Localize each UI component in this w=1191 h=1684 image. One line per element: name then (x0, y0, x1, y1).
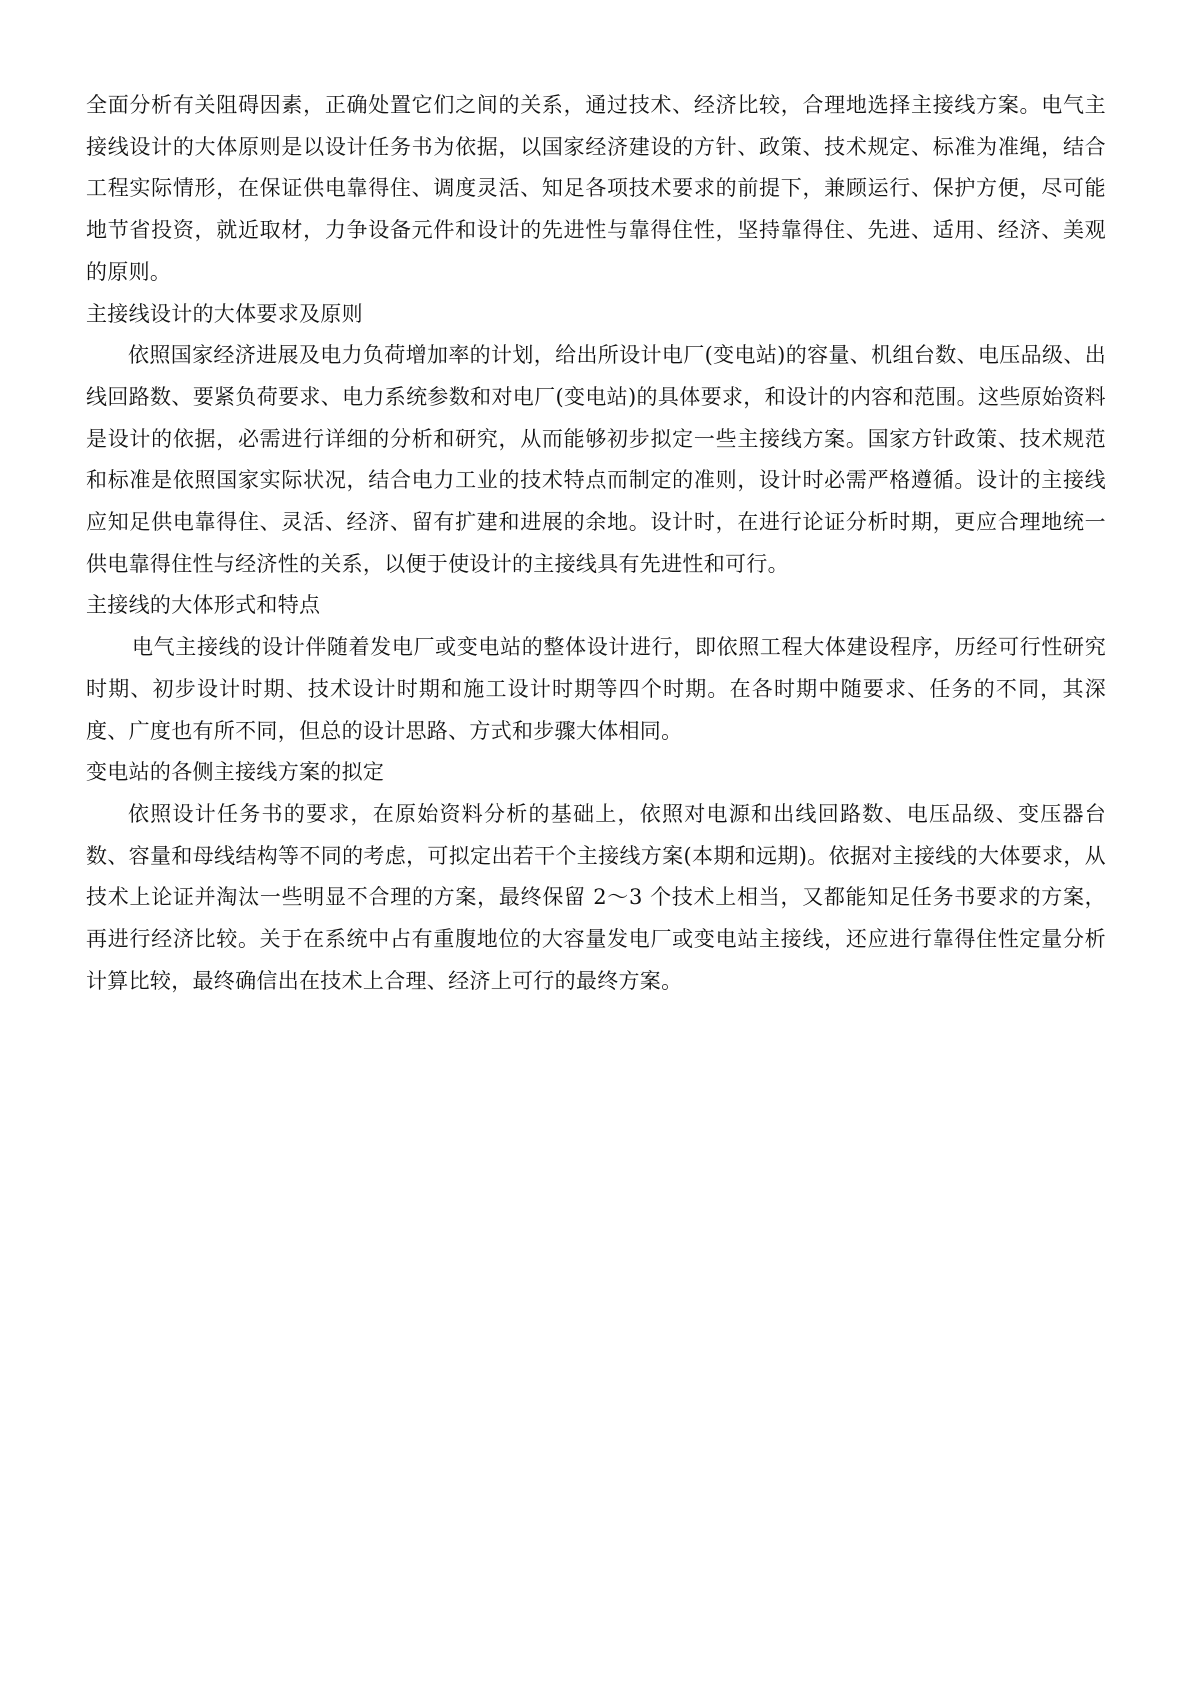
intro-paragraph: 全面分析有关阻碍因素，正确处置它们之间的关系，通过技术、经济比较，合理地选择主接线方案。电气主接线设计的大体原则是以设计任务书为依据，以国家经济建设的方针、政策、技术规定、标准为准绳，结合工程实际情形，在保证供电靠得住、调度灵活、知足各项技术要求的前提下，兼顾运行、保护方便，尽可能地节省投资，就近取材，力争设备元件和设计的先进性与靠得住性，坚持靠得住、先进、适用、经济、美观的原则。 (86, 93, 1106, 284)
section-body-forms: 电气主接线的设计伴随着发电厂或变电站的整体设计进行，即依照工程大体建设程序，历经可行性研究时期、初步设计时期、技术设计时期和施工设计时期等四个时期。在各时期中随要求、任务的不同，其深度、广度也有所不同，但总的设计思路、方式和步骤大体相同。 (86, 635, 1106, 743)
section-heading-requirements: 主接线设计的大体要求及原则 (86, 301, 363, 326)
section-heading-schemes: 变电站的各侧主接线方案的拟定 (86, 760, 385, 785)
document-body (86, 85, 1106, 1002)
section-body-schemes: 依照设计任务书的要求，在原始资料分析的基础上，依照对电源和出线回路数、电压品级、变压器台数、容量和母线结构等不同的考虑，可拟定出若干个主接线方案(本期和远期)。依据对主接线的大体要求，从技术上论证并淘汰一些明显不合理的方案，最终保留 2～3 个技术上相当，又都能知足任务书要求的方案，再进行经济比较。关于在系统中占有重腹地位的大容量发电厂或变电站主接线，还应进行靠得住性定量分析计算比较，最终确信出在技术上合理、经济上可行的最终方案。 (86, 801, 1106, 993)
section-body-requirements: 依照国家经济进展及电力负荷增加率的计划，给出所设计电厂(变电站)的容量、机组台数、电压品级、出线回路数、要紧负荷要求、电力系统参数和对电厂(变电站)的具体要求，和设计的内容和范围。这些原始资料是设计的依据，必需进行详细的分析和研究，从而能够初步拟定一些主接线方案。国家方针政策、技术规范和标准是依照国家实际状况，结合电力工业的技术特点而制定的准则，设计时必需严格遵循。设计的主接线应知足供电靠得住、灵活、经济、留有扩建和进展的余地。设计时，在进行论证分析时期，更应合理地统一供电靠得住性与经济性的关系，以便于使设计的主接线具有先进性和可行。 (86, 343, 1106, 576)
section-heading-forms: 主接线的大体形式和特点 (86, 593, 321, 618)
